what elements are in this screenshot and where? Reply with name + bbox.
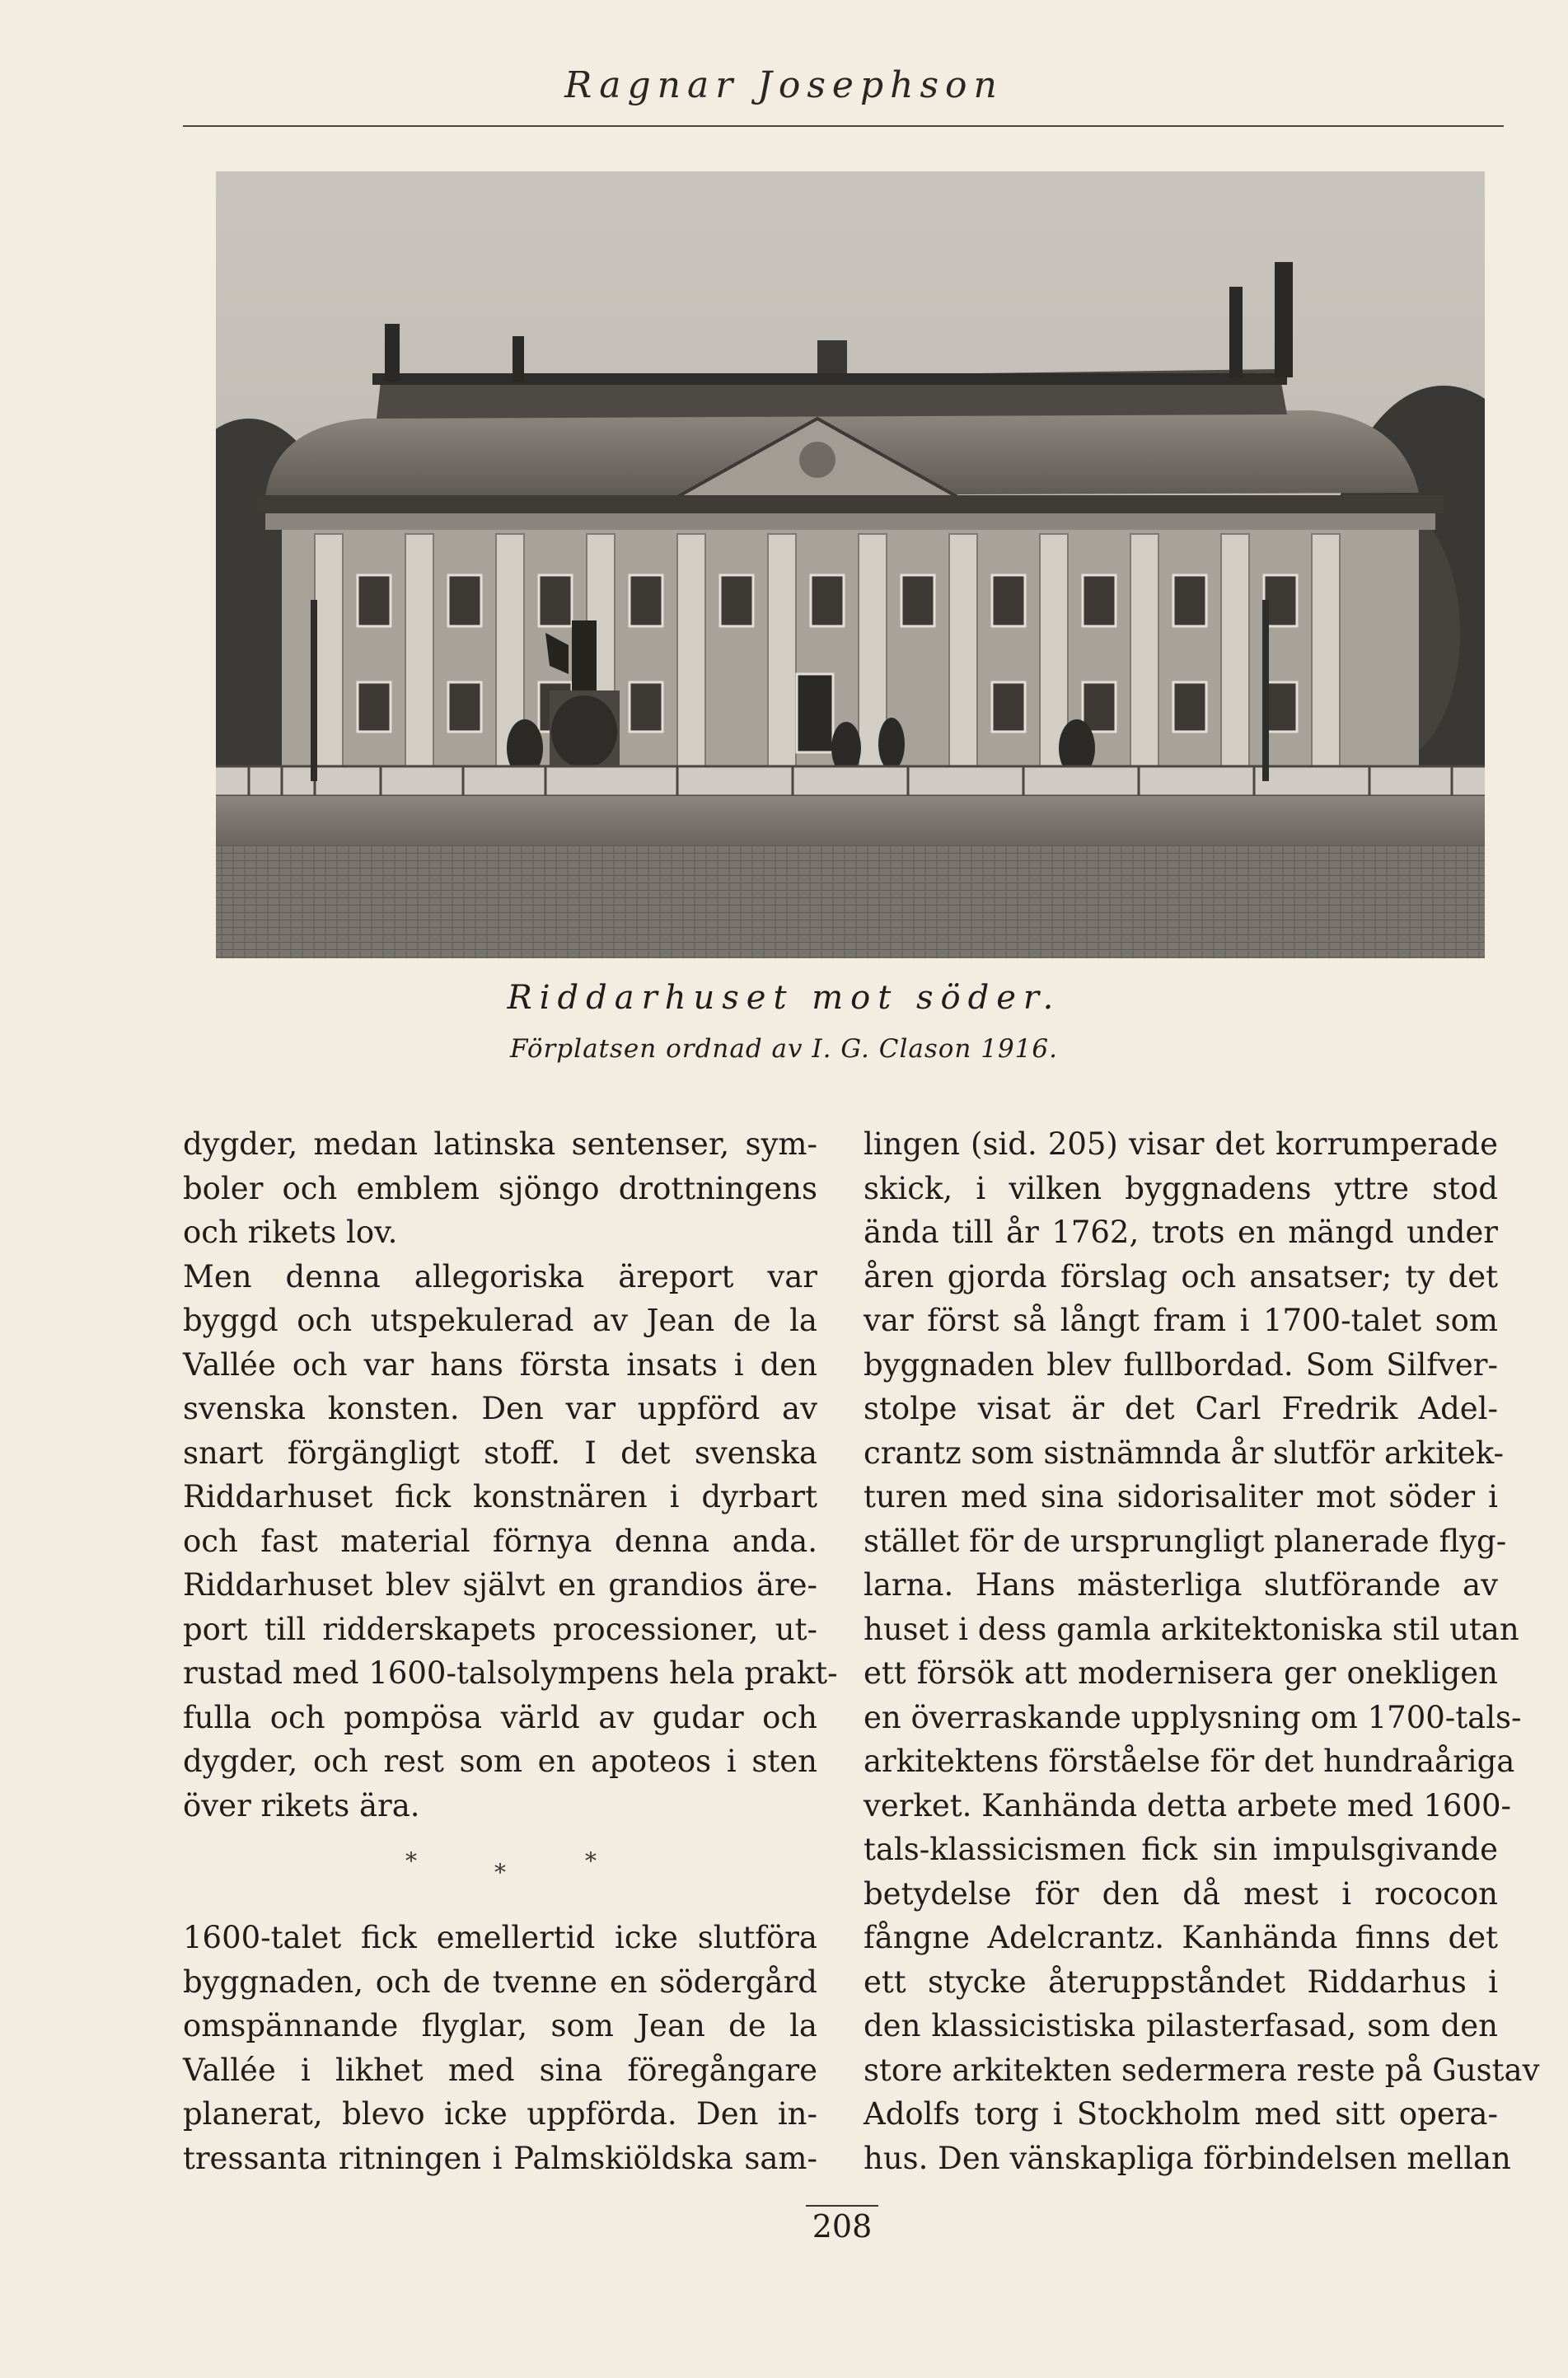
text-line: turen med sina sidorisaliter mot söder i	[864, 1479, 1498, 1514]
section-asterism	[183, 1828, 817, 1916]
text-line: store arkitekten sedermera reste på Gustav	[864, 2052, 1540, 2088]
building-photograph	[216, 171, 1485, 958]
asterisk: *	[405, 1847, 417, 1875]
photo-caption-title: Riddarhuset mot söder.	[507, 979, 1061, 1017]
page-number: 208	[812, 2208, 873, 2245]
text-line: larna. Hans mästerliga slutförande av	[864, 1567, 1498, 1603]
text-line: rustad med 1600-talsolympens hela prakt-	[183, 1655, 838, 1691]
text-line: över rikets ära.	[183, 1787, 420, 1823]
text-line: en överraskande upplysning om 1700-tals-	[864, 1699, 1522, 1735]
text-line: tressanta ritningen i Palmskiöldska sam-	[183, 2140, 817, 2176]
page-number-rule	[806, 2205, 878, 2207]
text-line: och fast material förnya denna anda.	[183, 1523, 817, 1559]
text-line: crantz som sistnämnda år slutför arkitek-	[864, 1435, 1504, 1471]
photo-plate-riddarhuset	[216, 171, 1485, 958]
photo-caption-credit: Förplatsen ordnad av I. G. Clason 1916.	[510, 1034, 1058, 1064]
text-line: lingen (sid. 205) visar det korrumperade	[864, 1126, 1498, 1162]
asterisk: *	[494, 1859, 506, 1886]
text-line: planerat, blevo icke uppförda. Den in-	[183, 2096, 817, 2132]
text-line: fulla och pompösa värld av gudar och	[183, 1699, 817, 1735]
text-line: boler och emblem sjöngo drottningens	[183, 1170, 817, 1206]
text-line: och rikets lov.	[183, 1215, 398, 1250]
text-line: stolpe visat är det Carl Fredrik Adel-	[864, 1391, 1498, 1426]
text-line: verket. Kanhända detta arbete med 1600-	[864, 1787, 1512, 1823]
text-line: byggnaden, och de tvenne en södergård	[183, 1964, 817, 2000]
running-head: Ragnar Josephson	[564, 64, 1004, 106]
text-line: Riddarhuset blev självt en grandios äre-	[183, 1567, 817, 1603]
text-line: port till ridderskapets processioner, ut-	[183, 1611, 817, 1647]
text-line: ända till år 1762, trots en mängd under	[864, 1215, 1498, 1250]
header-rule	[183, 125, 1504, 127]
text-line: betydelse för den då mest i rococon	[864, 1875, 1498, 1912]
text-line: arkitektens förståelse för det hundraåriga	[864, 1744, 1515, 1779]
text-line: Vallée och var hans första insats i den	[183, 1346, 817, 1383]
text-line: stället för de ursprungligt planerade flyg-	[864, 1523, 1507, 1559]
text-line: svenska konsten. Den var uppförd av	[183, 1391, 817, 1426]
text-line: Riddarhuset fick konstnären i dyrbart	[183, 1479, 817, 1514]
text-line: tals-klassicismen fick sin impulsgivande	[864, 1832, 1498, 1867]
text-line: ett stycke återuppståndet Riddarhus i	[864, 1964, 1498, 2000]
text-line: fångne Adelcrantz. Kanhända finns det	[864, 1920, 1498, 1955]
text-line: huset i dess gamla arkitektoniska stil utan	[864, 1611, 1519, 1647]
text-line: Men denna allegoriska äreport var	[183, 1258, 817, 1294]
text-line: ett försök att modernisera ger onekligen	[864, 1655, 1498, 1691]
text-line: byggd och utspekulerad av Jean de la	[183, 1303, 817, 1338]
text-line: dygder, och rest som en apoteos i sten	[183, 1744, 817, 1779]
left-text-column	[183, 1122, 838, 2180]
text-line: snart förgängligt stoff. I det svenska	[183, 1435, 817, 1471]
text-line: Vallée i likhet med sina föregångare	[183, 2052, 817, 2088]
text-line: åren gjorda förslag och ansatser; ty det	[864, 1258, 1498, 1294]
text-line: dygder, medan latinska sentenser, sym-	[183, 1126, 817, 1162]
text-line: skick, i vilken byggnadens yttre stod	[864, 1170, 1498, 1206]
text-line: var först så långt fram i 1700-talet som	[864, 1303, 1498, 1338]
text-line: byggnaden blev fullbordad. Som Silfver-	[864, 1346, 1498, 1383]
right-text-column	[864, 1122, 1540, 2180]
text-line: hus. Den vänskapliga förbindelsen mellan	[864, 2140, 1511, 2176]
text-line: omspännande flyglar, som Jean de la	[183, 2008, 817, 2043]
text-line: den klassicistiska pilasterfasad, som den	[864, 2008, 1498, 2043]
text-line: 1600-talet fick emellertid icke slutföra	[183, 1920, 817, 1955]
text-line: Adolfs torg i Stockholm med sitt opera-	[864, 2096, 1498, 2132]
asterisk: *	[585, 1847, 597, 1875]
